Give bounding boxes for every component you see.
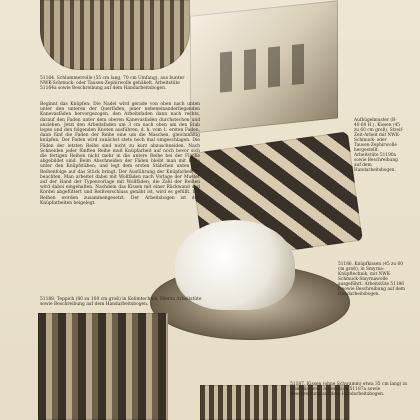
- bolster-caption: 51164. Schlummerrolle (55 cm lang, 70 cm Umfang), aus bunter NWK-Schmuck- oder Tausen-Zephirwolle gehäkelt. Arbeitstüte 51164a sowie Beschreibung auf dem Handarbeitsbogen.: [40, 76, 185, 91]
- body-text: Beginnt das Knüpfen: Die Nadel wird gerade von oben nach unten unter den unteren der Querfäden, jener nebeneinanderliegenden Kanevasfäden hervorgezogen, den Arbeitsfaden dann nach rechts, darauf den Faden unter dem oberen Kanevasfaden durchstechen und anziehen. Jetzt den Arbeitsfaden um 3 cm nach oben um den Stab legen und den folgenden Knoten ausführen, d. h. vom 1. ersten Faden, dann fünf die Faden der Reihe eine um die Maschen, gleichmäßig knüpfen. Der Faden wird zunächst stets noch mal umgeschlagen. Die Fäden der letzten Reihe sind nicht zu kurz abzuschneiden. Nach Schneiden jeder fünften Reihe muß Knüpfarbeit auf noch bevor sich die fertigen Reihen nicht mehr in die untere Reihe bei der Fläche abgebildet sind. Beim Abschneiden der Fäden bleibt man mit Ende unter den Knüpfstäben; und legt dem ersten Stäbchen unten der Reihenfolge auf das Stück bringt. Der Ausführung der Knüpfarbeit zu beachten. Man arbeitet dabei mit Wollfäden nach Vorlage der Muster auf der Hand der Typenvorlage mit Wollfäden; die Zahl der Reihen wird dabei eingehalten. Nachdem das Kissen mit einer Rückwand und Kordel abgefüttert und Reißverschluss genäht ist, wird es gefüllt. Die Reihen werden zusammengesetzt. Der Arbeitsbogen ist den Knüpfarbeiten beigelegt.: [40, 102, 200, 206]
- rug-caption: 51188. Teppich (80 zu 100 cm groß) in Kelimtechnik. Hierzu Arbeitstüte sowie Beschreibung auf dem Handarbeitsbogen.: [40, 297, 202, 307]
- cushion-caption: 51187. Kissen (ohne Schwamm) etwa 35 cm lang) in Weißstickerei. Arbeitstüte 51187a sowie Beschreibung auf dem Handarbeitsbogen.: [290, 382, 408, 397]
- kelim-rug-image: [38, 313, 168, 420]
- side-watermark: [410, 0, 418, 420]
- appliqué-caption: Aufbügelmuster (R-40·60 H.), Kissen (45 zu 60 cm groß), Streif-Zeit-Arbeit mit NWK-Schmuck- oder Tausen-Zephirwolle hergestellt. Arbeitstüte 51190a sowie Beschreibung auf dem Handarbeitsbogen.: [354, 118, 404, 173]
- bolster-pillow-image: [40, 0, 190, 70]
- knotted-cushion-caption: 51186. Knüpfkissen (45 zu 60 cm groß), in Smyrna-Knüpftechnik, mit NWK-Schmuck-Smyrnawolle ausgeführt. Arbeitstüte 51186 b sowie Beschreibung auf dem Handarbeitsbogen.: [338, 262, 405, 297]
- appliqué-cushion-image: [190, 0, 338, 134]
